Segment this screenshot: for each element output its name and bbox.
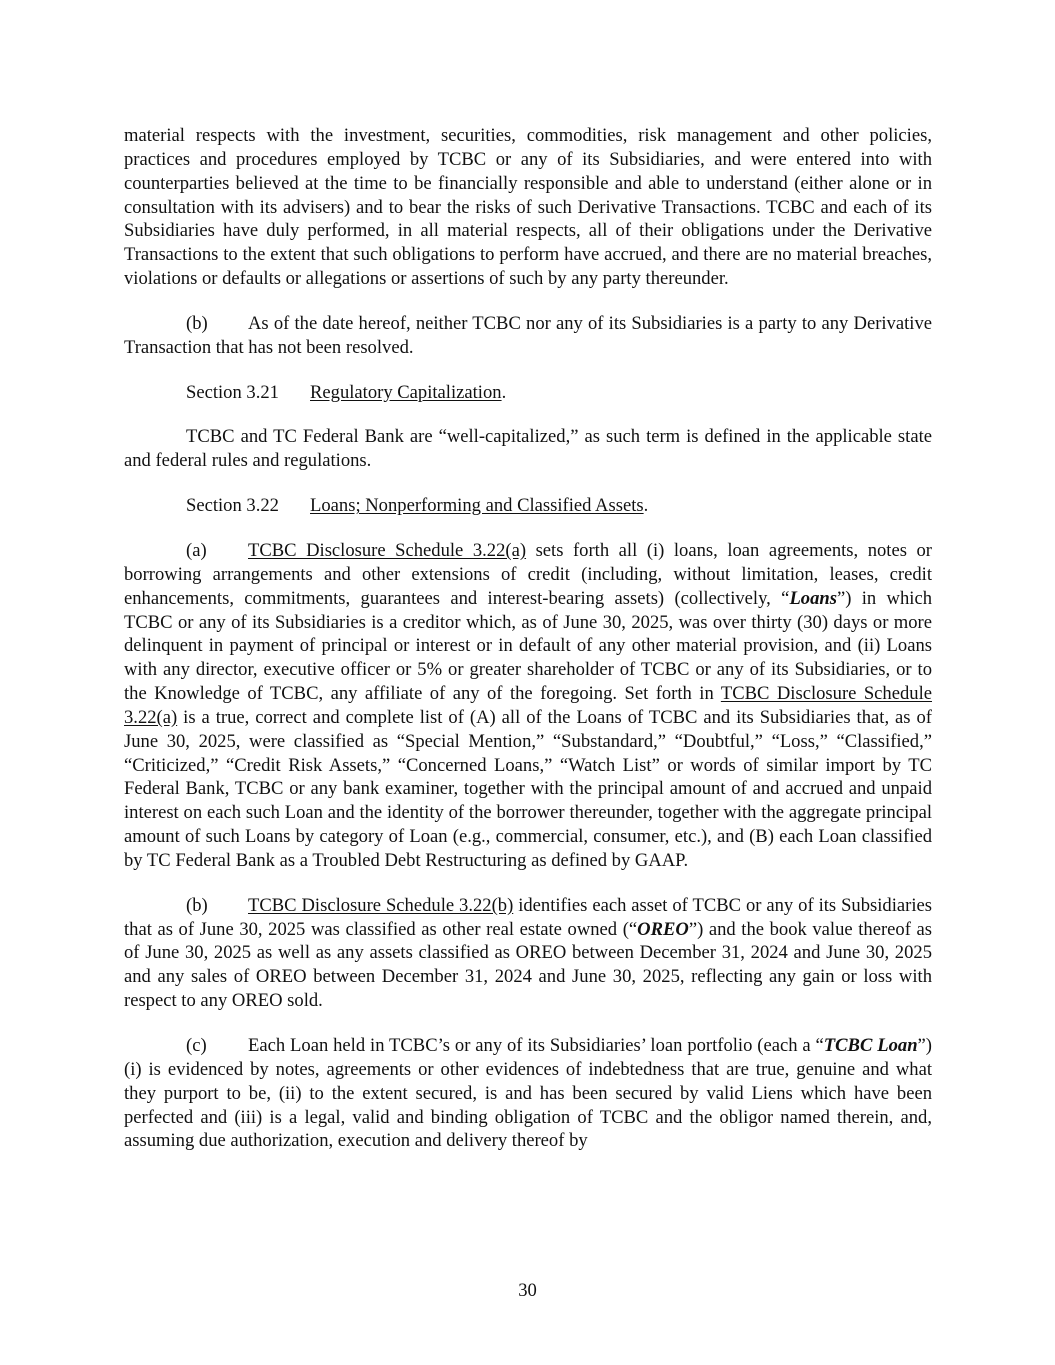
paragraph-text: sets forth all (i) loans, loan agreements, notes or borrowing arrangements and other extensions of credit (including, without limitation, leases, credit enhancements, commitments, guarantees and interest-bearing assets) (collectively, “ <box>124 539 932 609</box>
section-number: Section 3.22 <box>186 495 279 517</box>
section-title-end: . <box>643 495 649 517</box>
paragraph-3-20-b <box>124 312 932 360</box>
section-heading-3-21 <box>124 381 932 405</box>
paragraph-label: (c) <box>186 1035 207 1056</box>
schedule-reference: TCBC Disclosure Schedule 3.22(a) <box>124 683 932 728</box>
paragraph-3-22-c <box>124 1034 932 1153</box>
section-title: Regulatory Capitalization <box>310 381 502 403</box>
paragraph-text: ”) in which TCBC or any of its Subsidiaries is a creditor which, as of June 30, 2025, was over thirty (30) days or more delinquent in payment of principal or interest or in default of any other material provision, and (ii) Loans with any director, executive officer or 5% or greater shareholder of TCBC or any of its Subsidiaries, or to the Knowledge of TCBC, any affiliate of any of the foregoing. Set forth in <box>124 587 932 705</box>
paragraph-label: (b) <box>186 894 208 916</box>
paragraph-text: is a true, correct and complete list of (A) all of the Loans of TCBC and its Subsidiaries that, as of June 30, 2025, were classified as “Special Mention,” “Substandard,” “Doubtful,” “Loss,” “Classified,” “Criticized,” “Credit Risk Assets,” “Concerned Loans,” “Watch List” or words of similar import by TC Federal Bank, TCBC or any bank examiner, together with the principal amount of and accrued and unpaid interest on each such Loan and the identity of the borrower thereunder, together with the aggregate principal amount of such Loans by category of Loan (e.g., commercial, consumer, etc.), and (B) each Loan classified by TC Federal Bank as a Troubled Debt Restructuring as defined by GAAP. <box>124 706 932 871</box>
section-heading-3-22 <box>124 494 932 518</box>
schedule-reference: TCBC Disclosure Schedule 3.22(b) <box>248 894 514 916</box>
schedule-reference: TCBC Disclosure Schedule 3.22(a) <box>248 539 527 561</box>
paragraph-3-22-a <box>124 539 932 873</box>
section-title-end: . <box>501 381 507 403</box>
page-number: 30 <box>518 1280 537 1301</box>
paragraph-text: ”) and the book value thereof as of June 30, 2025 as well as any assets classified as OREO between December 31, 2024 and June 30, 2025 and any sales of OREO between December 31, 2024 and June 30, 2025, reflecting any gain or loss with respect to any OREO sold. <box>124 918 932 1012</box>
paragraph-derivative-continuation: material respects with the investment, securities, commodities, risk management and other policies, practices and procedures employed by TCBC or any of its Subsidiaries, and were entered into with counterparties believed at the time to be financially responsible and able to understand (either alone or in consultation with its advisers) and to bear the risks of such Derivative Transactions. TCBC and each of its Subsidiaries have duly performed, in all material respects, all of their obligations under the Derivative Transactions to the extent that such obligations to perform have accrued, and there are no material breaches, violations or defaults or allegations or assertions of such by any party thereunder. <box>124 125 932 290</box>
defined-term: Loans <box>789 587 837 609</box>
paragraph-text: As of the date hereof, neither TCBC nor any of its Subsidiaries is a party to any Derivative Transaction that has not been resolved. <box>124 312 932 358</box>
section-title: Loans; Nonperforming and Classified Assets <box>310 495 644 517</box>
section-number: Section 3.21 <box>186 381 279 403</box>
paragraph-text: identifies each asset of TCBC or any of its Subsidiaries that as of June 30, 2025 was classified as other real estate owned (“ <box>124 894 932 940</box>
paragraph-well-capitalized: TCBC and TC Federal Bank are “well-capitalized,” as such term is defined in the applicable state and federal rules and regulations. <box>124 426 932 472</box>
document-page <box>124 124 932 1153</box>
paragraph-text: Each Loan held in TCBC’s or any of its Subsidiaries’ loan portfolio (each a “ <box>248 1035 824 1056</box>
defined-term: OREO <box>637 918 689 940</box>
paragraph-3-22-b <box>124 894 932 1013</box>
defined-term: TCBC Loan <box>823 1035 918 1056</box>
paragraph-label: (b) <box>186 312 208 334</box>
paragraph-text: ”) (i) is evidenced by notes, agreements or other evidences of indebtedness that are true, genuine and what they purport to be, (ii) to the extent secured, is and has been secured by valid Liens which have been perfected and (iii) is a legal, valid and binding obligation of TCBC and the obligor named therein, and, assuming due authorization, execution and delivery thereof by <box>124 1035 932 1152</box>
paragraph-label: (a) <box>186 539 207 561</box>
